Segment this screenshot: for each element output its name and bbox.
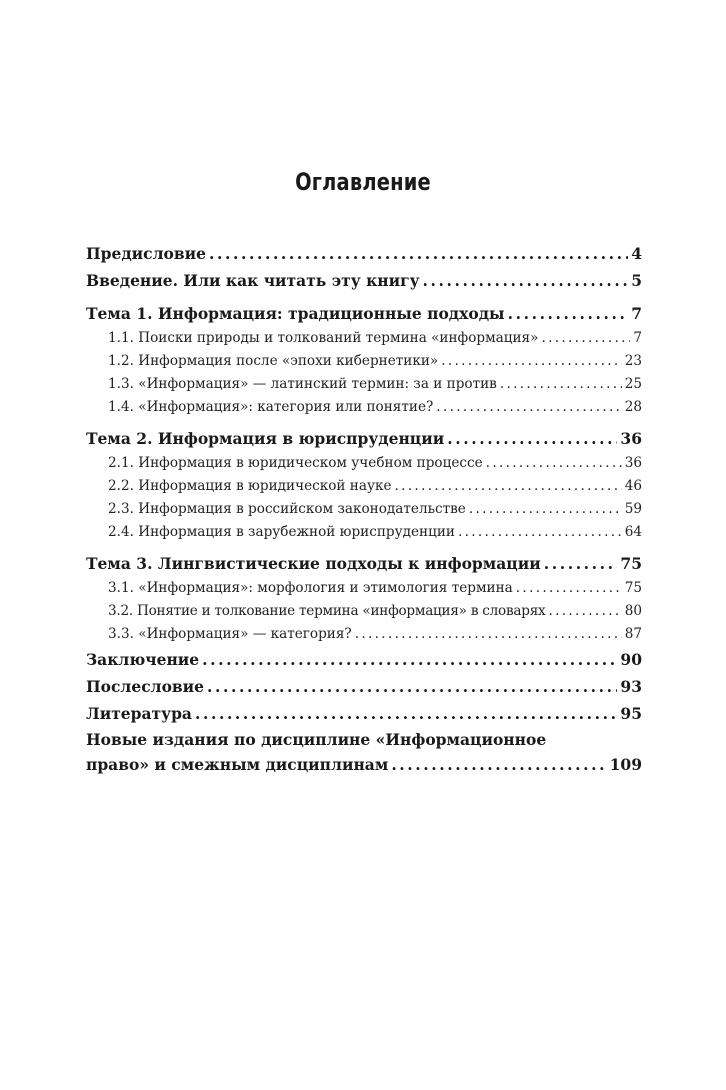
dot-leader [508,300,629,327]
toc-entry-page: 25 [624,376,642,392]
dot-leader [486,452,622,475]
dot-leader [544,550,618,577]
toc-subentry-2-2[interactable] [86,475,642,498]
toc-entry-page: 7 [633,330,642,346]
toc-subentry-3-2[interactable] [86,600,642,623]
toc-entry-label: 2.2. Информация в юридической науке [108,478,392,494]
toc-entry-label: Тема 1. Информация: традиционные подходы [86,304,505,323]
toc-entry-preface[interactable] [86,240,642,267]
toc-entry-page: 95 [620,704,642,723]
dot-leader [447,425,617,452]
table-of-contents [86,240,642,777]
toc-entry-label-line1: Новые издания по дисциплине «Информационное [86,730,547,749]
toc-entry-page: 64 [624,524,642,540]
dot-leader [548,600,621,623]
dot-leader [202,646,617,673]
dot-leader [500,373,622,396]
toc-entry-label: 3.2. Понятие и толкование термина «информация» в словарях [108,603,546,619]
toc-subentry-1-4[interactable] [86,396,642,419]
toc-entry-page: 87 [624,626,642,642]
toc-entry-page: 80 [624,603,642,619]
toc-entry-afterword[interactable] [86,673,642,700]
dot-leader [395,475,622,498]
toc-entry-label: Предисловие [86,244,206,263]
dot-leader [355,623,622,646]
toc-entry-label-line2: право» и смежным дисциплинам [86,755,389,774]
toc-entry-page: 46 [624,478,642,494]
toc-entry-page: 59 [624,501,642,517]
dot-leader [423,267,629,294]
toc-subentry-2-1[interactable] [86,452,642,475]
toc-entry-label: 1.2. Информация после «эпохи кибернетики» [108,353,439,369]
toc-entry-label: Заключение [86,650,200,669]
toc-entry-page: 23 [624,353,642,369]
toc-entry-label: 3.3. «Информация» — категория? [108,626,352,642]
toc-entry-label: 1.1. Поиски природы и толкований термина «информация» [108,330,539,346]
dot-leader [469,498,622,521]
dot-leader [516,577,622,600]
toc-entry-line2 [86,752,642,777]
toc-entry-label: Литература [86,704,192,723]
dot-leader [458,521,622,544]
toc-entry-label: Послесловие [86,677,205,696]
toc-entry-page: 75 [620,554,642,573]
toc-entry-page: 28 [624,399,642,415]
dot-leader [391,752,606,777]
toc-subentry-2-3[interactable] [86,498,642,521]
toc-entry-page: 36 [624,455,642,471]
toc-subentry-1-1[interactable] [86,327,642,350]
toc-entry-new-editions[interactable] [86,727,642,777]
toc-entry-label: Тема 2. Информация в юриспруденции [86,429,445,448]
toc-subentry-2-4[interactable] [86,521,642,544]
toc-entry-page: 75 [624,580,642,596]
toc-subentry-1-2[interactable] [86,350,642,373]
toc-entry-label: 2.4. Информация в зарубежной юриспруденции [108,524,455,540]
toc-entry-label: 2.1. Информация в юридическом учебном процессе [108,455,483,471]
toc-entry-page: 93 [620,677,642,696]
toc-subentry-3-3[interactable] [86,623,642,646]
toc-subentry-1-3[interactable] [86,373,642,396]
dot-leader [207,673,617,700]
toc-entry-theme-1[interactable] [86,300,642,327]
toc-entry-page: 4 [631,244,642,263]
toc-entry-theme-3[interactable] [86,550,642,577]
toc-entry-literature[interactable] [86,700,642,727]
toc-entry-page: 7 [631,304,642,323]
toc-entry-page: 36 [620,429,642,448]
dot-leader [541,327,630,350]
dot-leader [436,396,621,419]
page-title: Оглавление [295,168,431,196]
toc-entry-label: 2.3. Информация в российском законодательстве [108,501,466,517]
toc-entry-label: 1.4. «Информация»: категория или понятие? [108,399,434,415]
toc-entry-label: Тема 3. Лингвистические подходы к информации [86,554,541,573]
toc-entry-page: 109 [609,755,642,774]
dot-leader [195,700,617,727]
dot-leader [209,240,628,267]
toc-entry-theme-2[interactable] [86,425,642,452]
toc-entry-label: 3.1. «Информация»: морфология и этимология термина [108,580,513,596]
toc-entry-page: 5 [631,271,642,290]
toc-entry-intro[interactable] [86,267,642,294]
toc-entry-conclusion[interactable] [86,646,642,673]
toc-entry-page: 90 [620,650,642,669]
toc-entry-label: Введение. Или как читать эту книгу [86,271,420,290]
dot-leader [441,350,621,373]
toc-subentry-3-1[interactable] [86,577,642,600]
toc-entry-label: 1.3. «Информация» — латинский термин: за и против [108,376,497,392]
